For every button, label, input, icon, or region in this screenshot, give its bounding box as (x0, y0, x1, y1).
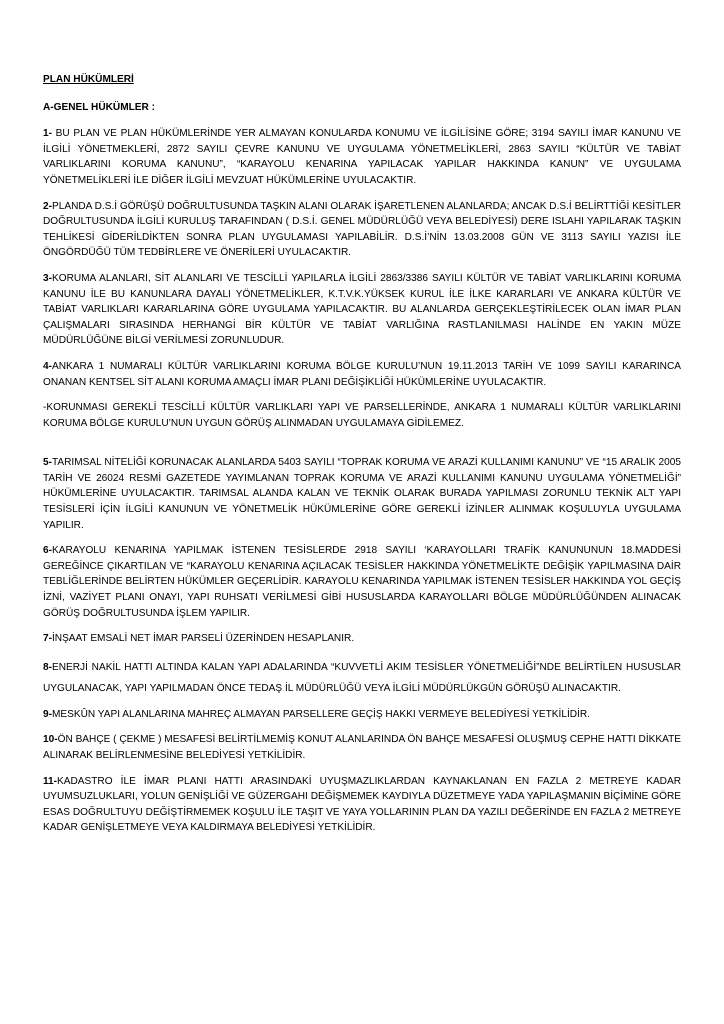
paragraph-number: 8- (43, 661, 52, 673)
paragraph-number: 10- (43, 734, 58, 746)
paragraph-5 (43, 455, 681, 533)
paragraph-4-note (43, 400, 681, 431)
paragraph-number: 1- (43, 128, 52, 140)
paragraph-10 (43, 732, 681, 763)
paragraph-text: PLANDA D.S.İ GÖRÜŞÜ DOĞRULTUSUNDA TAŞKIN ALANI OLARAK İŞARETLENEN ALANLARDA; ANCAK D.S.İ BELİRTTİĞİ KESİTLER DOĞRULTUSUNDA İLGİLİ KURULUŞ TARAFINDAN ( D.S.İ. GENEL MÜDÜRLÜĞÜ VEYA BELEDİYESİ) DERE ISLAHI YAPILARAK TAŞKIN TEHLİKESİ GİDERİLDİKTEN SONRA PLAN UYGULAMASI YAPILABİLİR. D.S.İ’NİN 13.03.2008 GÜN VE 3113 SAYILI YAZISI İLE ÖNGÖRDÜĞÜ TÜM TEDBİRLERE VE ÖNERİLERİ UYULACAKTIR. (43, 200, 681, 259)
paragraph-number: 4- (43, 360, 52, 372)
paragraph-4 (43, 359, 681, 390)
blank-line (43, 441, 681, 455)
paragraph-text: ENERJİ NAKİL HATTI ALTINDA KALAN YAPI ADALARINDA “KUVVETLİ AKIM TESİSLER YÖNETMELİĞİ”NDE BELİRTİLEN HUSUSLAR UYGULANACAK, YAPI YAPILMADAN ÖNCE TEDAŞ İL MÜDÜRLÜĞÜ VEYA İLGİLİ MÜDÜRLÜKGÜN GÖRÜŞÜ ALINACAKTIR. (43, 661, 681, 694)
paragraph-text: KORUMA ALANLARI, SİT ALANLARI VE TESCİLLİ YAPILARLA İLGİLİ 2863/3386 SAYILI KÜLTÜR VE TABİAT VARLIKLARINI KORUMA KANUNU İLE BU KANUNLARA DAYALI YÖNETMELİKLER, K.T.V.K.YÜKSEK KURUL İLE İLKE KARARLARI VE ANKARA KÜLTÜR VE TABİAT VARLIKLARI KARARLARINA GÖRE UYGULAMA YAPILACAKTIR. BU ALANLARDA GERÇEKLEŞTİRİLECEK OLAN İMAR PLAN ÇALIŞMALARI SIRASINDA HERHANGİ BİR KÜLTÜR VE TABİAT VARLIĞINA RASTLANILMASI HALİNDE EN YAKIN MÜZE MÜDÜRLÜĞÜNE BİLGİ VERİLMESİ ZORUNLUDUR. (43, 272, 681, 347)
paragraph-text: -KORUNMASI GEREKLİ TESCİLLİ KÜLTÜR VARLIKLARI YAPI VE PARSELLERİNDE, ANKARA 1 NUMARALI KÜLTÜR VARLIKLARINI KORUMA BÖLGE KURULU’NUN UYGUN GÖRÜŞ ALINMADAN UYGULAMAYA GİDİLEMEZ. (43, 402, 681, 429)
paragraph-number: 9- (43, 708, 52, 720)
paragraph-number: 5- (43, 457, 52, 469)
paragraph-8 (43, 657, 681, 699)
paragraph-number: 7- (43, 633, 52, 645)
paragraph-6 (43, 543, 681, 621)
paragraph-text: ÖN BAHÇE ( ÇEKME ) MESAFESİ BELİRTİLMEMİŞ KONUT ALANLARINDA ÖN BAHÇE MESAFESİ OLUŞMUŞ CEPHE HATTI DİKKATE ALINARAK BELİRLENMESİNE BELEDİYESİ YETKİLİDİR. (43, 734, 681, 761)
paragraph-7 (43, 631, 681, 647)
paragraph-text: KADASTRO İLE İMAR PLANI HATTI ARASINDAKİ UYUŞMAZLIKLARDAN KAYNAKLANAN EN FAZLA 2 METREYE KADAR UYUMSUZLUKLARI, YOLUN GENİŞLİĞİ VE GÜZERGAHI DEĞİŞMEMEK KAYDIYLA DÜZETMEYE YADA YAPILAŞMANIN BİÇİMİNE GÖRE ESAS DOĞRULTUYU DEĞİŞTİRMEMEK KOŞULU İLE TAŞIT VE YAYA YOLLARININ PLAN DA YAZILI DEĞERİNDE EN FAZLA 2 METREYE KADAR GENİŞLETMEYE VEYA KALDIRMAYA BELEDİYESİ YETKİLİDİR. (43, 775, 681, 834)
paragraph-text: ANKARA 1 NUMARALI KÜLTÜR VARLIKLARINI KORUMA BÖLGE KURULU’NUN 19.11.2013 TARİH VE 1099 SAYILI KARARINCA ONANAN KENTSEL SİT ALANI KORUMA AMAÇLI İMAR PLANI DEĞİŞİKLİĞİ HÜKÜMLERİNE UYULACAKTIR. (43, 360, 681, 388)
paragraph-11 (43, 774, 681, 836)
paragraph-number: 3- (43, 272, 52, 284)
document-page (43, 72, 681, 846)
paragraph-number: 6- (43, 545, 52, 557)
paragraph-text: İNŞAAT EMSALİ NET İMAR PARSELİ ÜZERİNDEN HESAPLANIR. (51, 633, 355, 645)
paragraph-text: MESKÛN YAPI ALANLARINA MAHREÇ ALMAYAN PARSELLERE GEÇİŞ HAKKI VERMEYE BELEDİYESİ YETKİLİDİR. (51, 708, 590, 720)
paragraph-text: TARIMSAL NİTELİĞİ KORUNACAK ALANLARDA 5403 SAYILI “TOPRAK KORUMA VE ARAZİ KULLANIMI KANUNU” VE “15 ARALIK 2005 TARİH VE 26024 RESMİ GAZETEDE YAYIMLANAN TOPRAK KORUMA VE ARAZİ KULLANIMI KANUNU UYGULAMA YÖNETMELİĞİ” HÜKÜMLERİNE UYULACAKTIR. TARIMSAL ALANDA KALAN VE TEKNİK OLARAK BURADA YAPILMASI ZORUNLU TEKNİK ALT YAPI TESİSLERİ İÇİN İLGİLİ KANUNUN VE YÖNETMELİK HÜKÜMLERİNE GÖRE GEREKLİ İZİNLER ALINMAK KOŞULUYLA UYGULAMA YAPILIR. (43, 457, 681, 531)
section-title: A-GENEL HÜKÜMLER : (43, 101, 155, 113)
paragraph-2 (43, 199, 681, 261)
paragraph-text: BU PLAN VE PLAN HÜKÜMLERİNDE YER ALMAYAN KONULARDA KONUMU VE İLGİLİSİNE GÖRE; 3194 SAYILI İMAR KANUNU VE İLGİLİ YÖNETMEKLERİ, 2872 SAYILI ÇEVRE KANUNU VE UYGULAMA YÖNETMELİKLERİ, 2863 SAYILI “KÜLTÜR VE TABİAT VARLIKLARINI KORUMA KANUNU”, “KARAYOLU KENARINA YAPILACAK YAPILAR HAKKINDA KANUN” VE UYGULAMA YÖNETMELİKLERİ İLE DİĞER İLGİLİ MEVZUAT HÜKÜMLERİNE UYULACAKTIR. (43, 128, 681, 186)
paragraph-text: KARAYOLU KENARINA YAPILMAK İSTENEN TESİSLERDE 2918 SAYILI ‘KARAYOLLARI TRAFİK KANUNUNUN 18.MADDESİ GEREĞİNCE ÇIKARTILAN VE “KARAYOLU KENARINA AÇILACAK TESİSLER HAKKINDA YÖNETMELİKTE DEĞİŞİK YAPILMASINA DAİR TEBLİĞLERİNDE BELİRTEN HÜKÜMLER GEÇERLİDİR. KARAYOLU KENARINDA YAPILMAK İSTENEN TESİSLER HAKKINDA YOL GEÇİŞ İZNİ, VAZİYET PLANI ONAYI, YAPI RUHSATI VERİLMESİ GİBİ HUSUSLARDA KARAYOLLARI BÖLGE MÜDÜRLÜĞÜNDEN ALINACAK GÖRÜŞ DOĞRULTUSUNDA İŞLEM YAPILIR. (43, 545, 681, 619)
document-heading: PLAN HÜKÜMLERİ (43, 74, 134, 85)
paragraph-number: 11- (43, 775, 58, 787)
paragraph-1 (43, 126, 681, 188)
paragraph-9 (43, 707, 681, 723)
paragraph-number: 2- (43, 200, 52, 212)
paragraph-3 (43, 271, 681, 349)
